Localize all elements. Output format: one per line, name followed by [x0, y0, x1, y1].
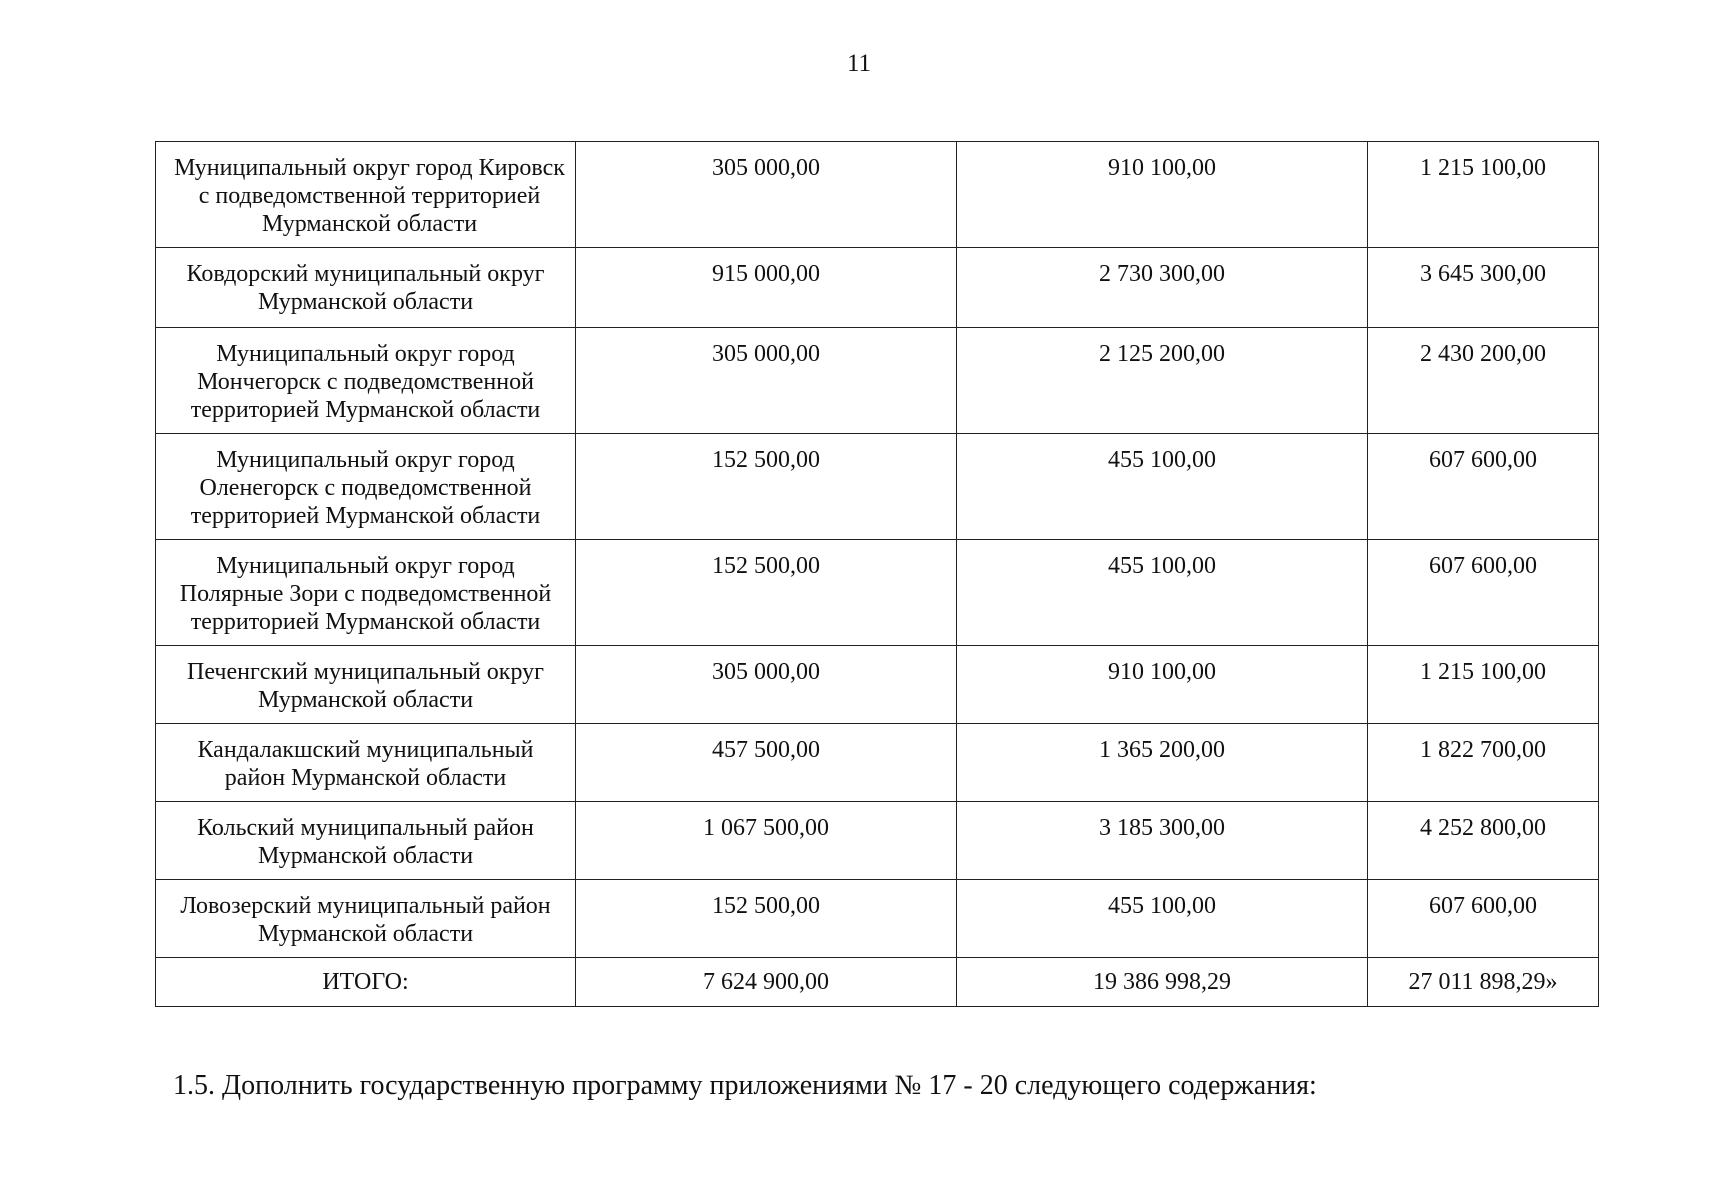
- table-row: [156, 540, 1599, 646]
- amount-cell: 152 500,00: [576, 434, 957, 540]
- amount-cell: 305 000,00: [576, 646, 957, 724]
- municipality-name: Ковдорский муниципальный округ Мурманской области: [156, 248, 576, 328]
- amount-cell: 152 500,00: [576, 540, 957, 646]
- municipality-name: Кольский муниципальный район Мурманской области: [156, 802, 576, 880]
- table-row: [156, 646, 1599, 724]
- amount-cell: 305 000,00: [576, 142, 957, 248]
- amount-cell: 455 100,00: [957, 540, 1368, 646]
- amount-cell: 305 000,00: [576, 328, 957, 434]
- total-amount-cell: 7 624 900,00: [576, 958, 957, 1007]
- amount-cell: 3 185 300,00: [957, 802, 1368, 880]
- municipality-name: Печенгский муниципальный округ Мурманской области: [156, 646, 576, 724]
- amount-cell: 915 000,00: [576, 248, 957, 328]
- amount-cell: 1 822 700,00: [1368, 724, 1599, 802]
- paragraph-1-5: 1.5. Дополнить государственную программу приложениями № 17 - 20 следующего содержания:: [173, 1070, 1317, 1101]
- page-number: 11: [846, 50, 872, 77]
- table-row: [156, 802, 1599, 880]
- municipality-name: Ловозерский муниципальный район Мурманской области: [156, 880, 576, 958]
- amount-cell: 2 730 300,00: [957, 248, 1368, 328]
- amount-cell: 1 215 100,00: [1368, 142, 1599, 248]
- amount-cell: 607 600,00: [1368, 880, 1599, 958]
- table-row: [156, 434, 1599, 540]
- total-amount-cell: 19 386 998,29: [957, 958, 1368, 1007]
- budget-table: [155, 141, 1599, 1007]
- amount-cell: 455 100,00: [957, 434, 1368, 540]
- municipality-name: Муниципальный округ город Полярные Зори с подведомственной территорией Мурманской области: [156, 540, 576, 646]
- total-amount-cell: 27 011 898,29»: [1368, 958, 1599, 1007]
- amount-cell: 2 430 200,00: [1368, 328, 1599, 434]
- amount-cell: 152 500,00: [576, 880, 957, 958]
- amount-cell: 2 125 200,00: [957, 328, 1368, 434]
- table-row: [156, 724, 1599, 802]
- table-row: [156, 328, 1599, 434]
- amount-cell: 457 500,00: [576, 724, 957, 802]
- municipality-name: Муниципальный округ город Мончегорск с подведомственной территорией Мурманской области: [156, 328, 576, 434]
- amount-cell: 1 365 200,00: [957, 724, 1368, 802]
- municipality-name: Муниципальный округ город Кировск с подведомственной территорией Мурманской области: [156, 142, 576, 248]
- table-row: [156, 142, 1599, 248]
- amount-cell: 607 600,00: [1368, 434, 1599, 540]
- table-row: [156, 880, 1599, 958]
- amount-cell: 1 067 500,00: [576, 802, 957, 880]
- total-label: ИТОГО:: [156, 958, 576, 1007]
- municipality-name: Муниципальный округ город Оленегорск с подведомственной территорией Мурманской области: [156, 434, 576, 540]
- municipality-name: Кандалакшский муниципальный район Мурманской области: [156, 724, 576, 802]
- amount-cell: 910 100,00: [957, 646, 1368, 724]
- total-row: [156, 958, 1599, 1007]
- amount-cell: 4 252 800,00: [1368, 802, 1599, 880]
- table-row: [156, 248, 1599, 328]
- amount-cell: 3 645 300,00: [1368, 248, 1599, 328]
- amount-cell: 455 100,00: [957, 880, 1368, 958]
- amount-cell: 1 215 100,00: [1368, 646, 1599, 724]
- amount-cell: 607 600,00: [1368, 540, 1599, 646]
- amount-cell: 910 100,00: [957, 142, 1368, 248]
